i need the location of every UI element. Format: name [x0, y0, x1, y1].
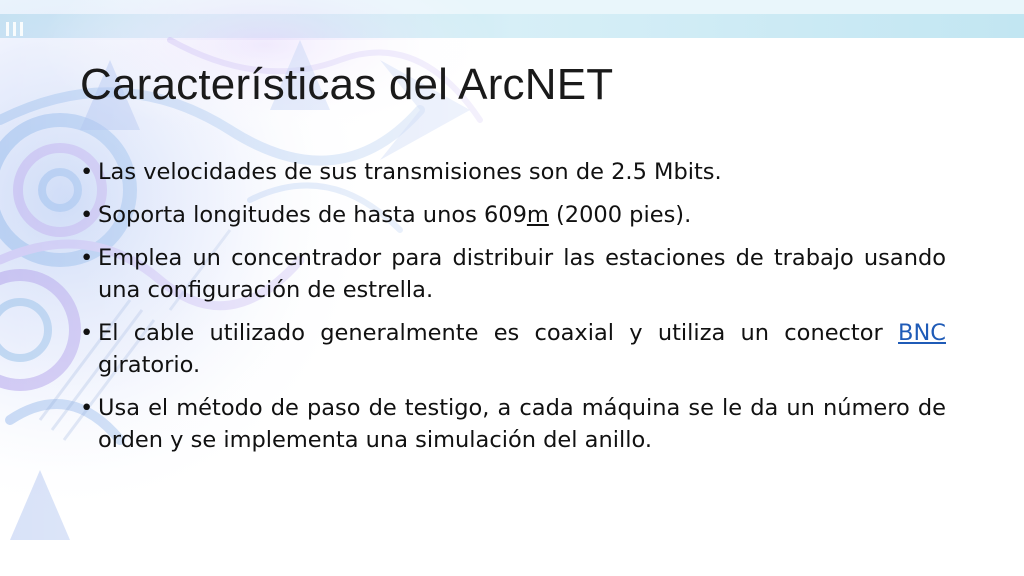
bullet-text: El cable utilizado generalmente es coaxial y utiliza un conector: [98, 320, 899, 346]
bullet-text-tail: (2000 pies).: [548, 202, 692, 228]
bullet-dot: •: [80, 395, 94, 421]
bullet-text: Soporta longitudes de hasta unos 609: [98, 202, 527, 228]
bullet-text: Usa el método de paso de testigo, a cada máquina se le da un número de orden y se implementa una simulación del anillo.: [98, 395, 946, 453]
bullet-item: [80, 156, 946, 188]
bullet-dot: •: [80, 245, 94, 271]
bullet-item: [80, 317, 946, 381]
underlined-unit: m: [526, 202, 549, 228]
bullet-item: [80, 242, 946, 306]
bullet-dot: •: [80, 159, 94, 185]
bnc-link[interactable]: BNC: [898, 320, 946, 346]
bullet-dot: •: [80, 320, 94, 346]
bullet-text: Las velocidades de sus transmisiones son de 2.5 Mbits.: [98, 159, 722, 185]
bullet-list: [80, 156, 946, 467]
bullet-dot: •: [80, 202, 94, 228]
bullet-item: [80, 392, 946, 456]
slide-title: Características del ArcNET: [80, 60, 614, 109]
bullet-text: Emplea un concentrador para distribuir las estaciones de trabajo usando una configuración de estrella.: [98, 245, 946, 303]
bullet-text-tail: giratorio.: [98, 352, 201, 378]
bullet-item: [80, 199, 946, 231]
